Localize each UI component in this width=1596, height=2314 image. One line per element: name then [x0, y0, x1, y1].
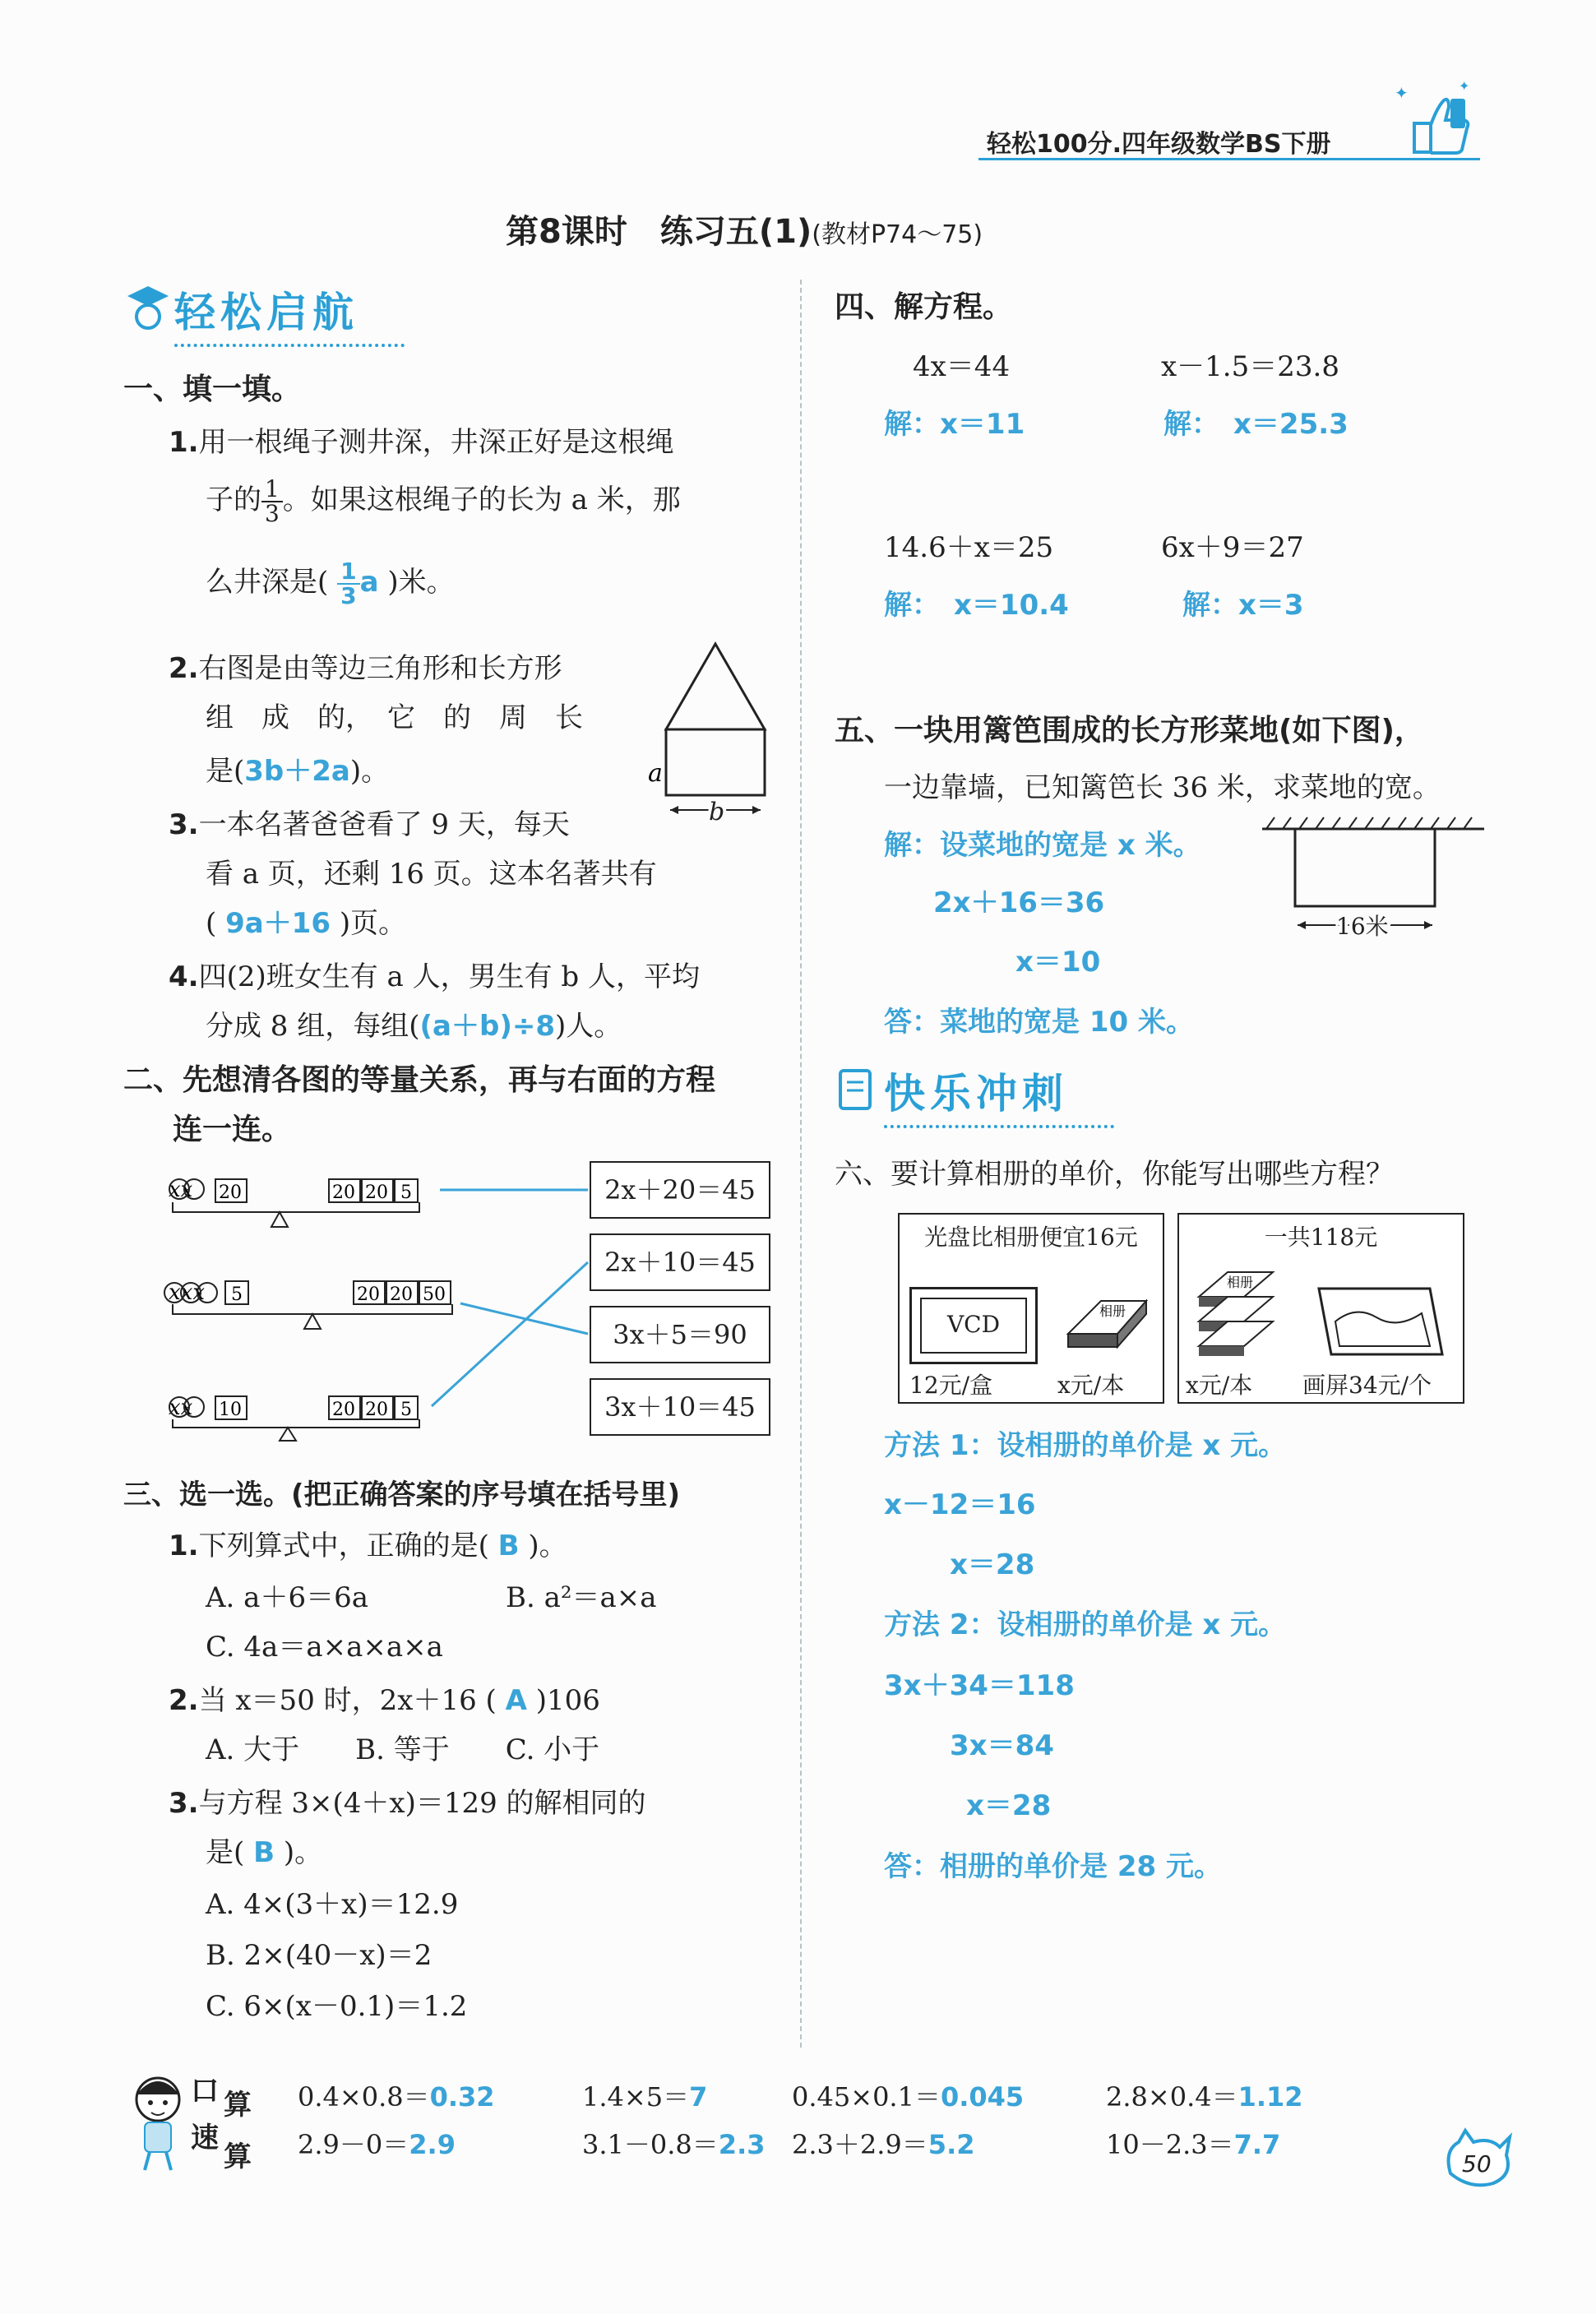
scale-1-right-2: 20	[365, 1182, 388, 1203]
q3-answer: 9a＋16	[225, 907, 331, 940]
section-5-line1: 五、一块用篱笆围成的长方形菜地(如下图)，	[835, 714, 1424, 747]
section-1-title: 一、填一填。	[123, 373, 302, 406]
info-box-2-caption-1: x元/本	[1186, 1372, 1253, 1399]
house-label-a: a	[648, 759, 663, 788]
s3-q3-text-a: 是(	[206, 1836, 245, 1869]
q3-line1	[169, 802, 570, 842]
section-2-title-1: 二、先想清各图的等量关系，再与右面的方程	[123, 1063, 716, 1097]
s3-q1-option-c: C. 4a＝a×a×a×a	[206, 1631, 443, 1664]
q3-number: 3.	[169, 808, 199, 841]
lesson-title	[506, 206, 983, 252]
mental-item-1	[298, 2076, 495, 2114]
q2-text-1: 右图是由等边三角形和长方形	[198, 652, 562, 685]
graduate-icon	[123, 280, 173, 337]
q1-answer-var: a	[359, 566, 379, 599]
s3-q3-option-b: B. 2×(40－x)＝2	[206, 1939, 433, 1972]
q3-line3	[206, 900, 406, 941]
q3-line2: 看 a 页，还剩 16 页。这本名著共有	[206, 858, 657, 891]
book-mascot-icon	[832, 1061, 881, 1118]
q1-answer-top: 1	[337, 560, 359, 585]
q2-number: 2.	[169, 652, 199, 685]
q4-line2	[206, 1003, 622, 1044]
mental-a6: 2.3	[718, 2129, 766, 2160]
q3-text-3a: (	[206, 907, 217, 940]
connection-line-3	[432, 1262, 588, 1406]
q2-line3	[206, 748, 389, 789]
q3-text-1: 一本名著爸爸看了 9 天，每天	[198, 808, 570, 841]
thumbs-up-icon	[1390, 74, 1480, 164]
mental-a8: 7.7	[1233, 2129, 1281, 2160]
section-5-line2: 一边靠墙，已知篱笆长 36 米，求菜地的宽。	[884, 771, 1441, 804]
mental-math-label-2: 算	[224, 2089, 252, 2122]
mental-q8: 10－2.3＝	[1106, 2129, 1234, 2160]
mental-q3: 0.45×0.1＝	[792, 2081, 941, 2113]
scale-3-x: xx	[169, 1395, 193, 1420]
mental-q6: 3.1－0.8＝	[582, 2129, 719, 2160]
q1-fraction-bottom: 3	[265, 500, 280, 527]
scale-3-left-box: 10	[219, 1400, 242, 1420]
scale-2-right-2: 20	[390, 1284, 413, 1305]
q1-line3	[206, 559, 455, 608]
mental-a2: 7	[689, 2081, 708, 2113]
q1-text-3b: )米。	[387, 566, 455, 599]
s6-method2-eq: 3x＋34＝118	[884, 1669, 1075, 1702]
q3-text-3b: )页。	[339, 907, 407, 940]
equation-box-3[interactable]: 3x＋5＝90	[590, 1306, 770, 1363]
mental-item-6	[582, 2124, 765, 2162]
s4-ans4: 解：x＝3	[1182, 589, 1304, 622]
scale-1-left-box: 20	[219, 1182, 242, 1203]
page-number: 50	[1462, 2150, 1492, 2177]
mental-q4: 2.8×0.4＝	[1106, 2081, 1238, 2113]
page-number-badge	[1441, 2126, 1515, 2191]
s3-q2-options: A. 大于 B. 等于 C. 小于	[206, 1733, 600, 1766]
connection-line-2	[460, 1303, 588, 1334]
s3-q3-line2	[206, 1830, 322, 1870]
s3-q3-option-c: C. 6×(x－0.1)＝1.2	[206, 1990, 468, 2023]
s3-q1-number: 1.	[169, 1530, 199, 1562]
q4-text-2a: 分成 8 组，每组(	[206, 1010, 420, 1043]
s6-method1: 方法 1：设相册的单价是 x 元。	[884, 1429, 1287, 1462]
s5-ans4: 答：菜地的宽是 10 米。	[884, 1006, 1194, 1039]
mental-a3: 0.045	[940, 2081, 1025, 2113]
q1-text-3a: 么井深是(	[206, 566, 329, 599]
mental-item-7	[792, 2124, 974, 2162]
equation-box-1[interactable]: 2x＋20＝45	[590, 1161, 770, 1219]
q1-text-2b: 。如果这根绳子的长为 a 米，那	[282, 484, 681, 516]
q4-text-2b: )人。	[555, 1010, 622, 1043]
info-box-1-caption-2: x元/本	[1057, 1372, 1125, 1399]
s3-q3	[169, 1780, 646, 1821]
info-box-2-caption-2: 画屏34元/个	[1302, 1372, 1432, 1399]
q1-fraction-top: 1	[261, 478, 283, 502]
mental-item-2	[582, 2076, 707, 2114]
section-3-title: 三、选一选。(把正确答案的序号填在括号里)	[123, 1479, 681, 1511]
q1-answer-fraction	[337, 560, 359, 608]
scale-3-right-2: 20	[365, 1400, 388, 1420]
album-icon-1	[1060, 1284, 1154, 1358]
q1-number: 1.	[169, 426, 199, 459]
q2-line2: 组 成 的， 它 的 周 长	[206, 701, 583, 734]
q4-line1	[169, 954, 700, 994]
s3-q1	[169, 1523, 567, 1563]
s3-q3-answer: B	[253, 1836, 275, 1869]
q1-line2	[206, 477, 681, 525]
mental-q5: 2.9－0＝	[298, 2129, 409, 2160]
scale-1-x: xx	[169, 1178, 193, 1202]
section-banner-sprint: 快乐冲刺	[884, 1061, 1114, 1128]
vcd-label: VCD	[920, 1298, 1027, 1354]
s3-q1-answer: B	[497, 1530, 520, 1562]
scale-3-right-1: 20	[332, 1400, 355, 1420]
info-box-2	[1177, 1213, 1464, 1404]
q4-number: 4.	[169, 960, 199, 993]
mental-a7: 5.2	[928, 2129, 975, 2160]
garden-figure	[1258, 814, 1488, 946]
scale-1	[169, 1178, 419, 1227]
s6-method2-result: x＝28	[966, 1789, 1052, 1822]
q1-text-2a: 子的	[206, 484, 261, 516]
mental-math-label-4: 算	[224, 2140, 252, 2173]
info-box-1-title: 光盘比相册便宜16元	[924, 1224, 1138, 1251]
s6-method2: 方法 2：设相册的单价是 x 元。	[884, 1608, 1287, 1641]
album-stack-icon	[1191, 1264, 1298, 1363]
section-2-title-2: 连一连。	[173, 1113, 292, 1146]
q2-text-3b: )。	[349, 755, 390, 788]
column-divider	[800, 280, 802, 2048]
s3-q2-text-b: )106	[535, 1684, 600, 1717]
s3-q3-option-a: A. 4×(3＋x)＝12.9	[206, 1888, 459, 1921]
mental-q7: 2.3＋2.9＝	[792, 2129, 928, 2160]
scale-1-right-1: 20	[332, 1182, 355, 1203]
house-label-b: b	[709, 798, 725, 826]
s3-q3-text-1: 与方程 3×(4＋x)＝129 的解相同的	[198, 1787, 646, 1820]
s6-final-answer: 答：相册的单价是 28 元。	[884, 1850, 1222, 1883]
info-box-1	[898, 1213, 1164, 1404]
mental-a4: 1.12	[1237, 2081, 1303, 2113]
mental-a1: 0.32	[429, 2081, 495, 2113]
s3-q2	[169, 1678, 600, 1718]
q4-answer: (a＋b)÷8	[419, 1010, 556, 1043]
s3-q1-option-b: B. a²＝a×a	[506, 1581, 657, 1614]
scale-3	[169, 1395, 419, 1441]
house-figure	[641, 637, 789, 835]
s3-q1-text-a: 下列算式中，正确的是(	[198, 1530, 489, 1562]
painting-screen-icon	[1315, 1280, 1446, 1363]
s4-eq2: x－1.5＝23.8	[1161, 350, 1339, 383]
vcd-box	[909, 1287, 1038, 1364]
album-label-1: 相册	[1099, 1303, 1126, 1319]
scale-3-right-3: 5	[400, 1400, 412, 1420]
mental-a5: 2.9	[409, 2129, 456, 2160]
section-6-title: 六、要计算相册的单价，你能写出哪些方程？	[835, 1158, 1394, 1191]
q1-line1	[169, 419, 674, 460]
info-box-1-caption-1: 12元/盒	[909, 1372, 993, 1399]
s4-eq3: 14.6＋x＝25	[884, 531, 1054, 564]
mental-q2: 1.4×5＝	[582, 2081, 690, 2113]
s3-q3-text-b: )。	[283, 1836, 323, 1869]
s6-method2-step: 3x＝84	[950, 1729, 1054, 1762]
s4-eq1: 4x＝44	[913, 350, 1011, 383]
scale-2-right-3: 50	[423, 1284, 446, 1305]
q1-fraction	[261, 475, 283, 527]
s5-ans1: 解：设菜地的宽是 x 米。	[884, 829, 1201, 862]
svg-text:✦: ✦	[1395, 83, 1409, 103]
s4-ans3: 解： x＝10.4	[884, 589, 1069, 622]
lesson-title-text: 第8课时 练习五(1)	[506, 213, 812, 251]
scale-1-right-3: 5	[400, 1182, 412, 1203]
equation-box-2[interactable]: 2x＋10＝45	[590, 1233, 770, 1291]
mental-item-3	[792, 2076, 1024, 2114]
s3-q2-text-a: 当 x＝50 时，2x＋16 (	[198, 1684, 497, 1717]
q2-line1	[169, 646, 562, 686]
page-header: 轻松100分.四年级数学BS下册	[987, 130, 1331, 159]
q2-text-3a: 是(	[206, 755, 245, 788]
q1-text-1: 用一根绳子测井深，井深正好是这根绳	[198, 426, 674, 459]
q2-answer: 3b＋2a	[244, 755, 350, 788]
kid-mascot-icon	[125, 2068, 191, 2175]
q1-answer-bottom: 3	[340, 582, 357, 609]
mental-item-4	[1106, 2076, 1303, 2114]
s4-ans1: 解：x＝11	[884, 408, 1025, 441]
s3-q1-option-a: A. a＋6＝6a	[206, 1581, 368, 1614]
s5-ans2: 2x＋16＝36	[933, 886, 1105, 919]
mental-math-label-1: 口	[191, 2075, 219, 2108]
album-label-2: 相册	[1227, 1275, 1254, 1290]
section-4-title: 四、解方程。	[835, 290, 1013, 324]
scale-2	[164, 1280, 452, 1329]
s6-method1-eq: x－12＝16	[884, 1488, 1036, 1521]
equation-box-4[interactable]: 3x＋10＝45	[590, 1378, 770, 1436]
scale-2-x: xxx	[169, 1280, 205, 1305]
s4-ans2: 解： x＝25.3	[1163, 408, 1349, 441]
mental-item-5	[298, 2124, 456, 2162]
info-box-2-title: 一共118元	[1264, 1224, 1378, 1251]
s3-q2-number: 2.	[169, 1684, 199, 1717]
s4-eq4: 6x＋9＝27	[1161, 531, 1304, 564]
mental-math-label-3: 速	[191, 2122, 219, 2154]
garden-length-label: 16米	[1336, 913, 1389, 940]
s3-q2-answer: A	[505, 1684, 527, 1717]
scale-2-right-1: 20	[357, 1284, 380, 1305]
scale-2-left-box: 5	[231, 1284, 243, 1305]
s3-q3-number: 3.	[169, 1787, 199, 1820]
q4-text-1: 四(2)班女生有 a 人，男生有 b 人，平均	[198, 960, 701, 993]
s5-ans3: x＝10	[1015, 946, 1101, 979]
s3-q1-text-b: )。	[528, 1530, 567, 1562]
s6-method1-result: x＝28	[950, 1548, 1035, 1581]
mental-q1: 0.4×0.8＝	[298, 2081, 430, 2113]
mental-item-8	[1106, 2124, 1280, 2162]
svg-text:✦: ✦	[1459, 78, 1470, 94]
lesson-ref: (教材P74～75)	[812, 220, 983, 249]
section-banner-easy-start: 轻松启航	[174, 280, 405, 347]
